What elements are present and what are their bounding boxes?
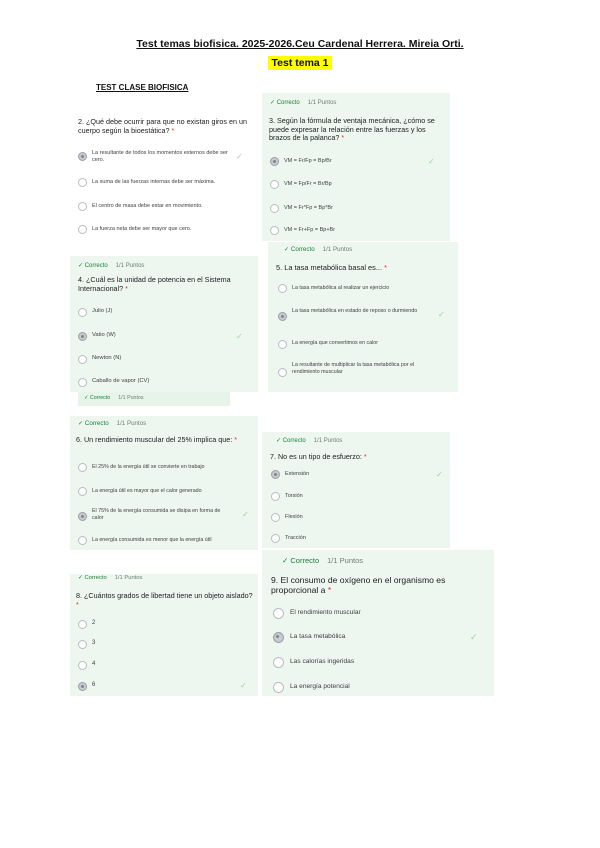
option-label: VM = Fp/Fr = Br/Bp [284,181,332,187]
question-text: 6. Un rendimiento muscular del 25% implica que: * [76,435,238,444]
correct-badge: ✓ Correcto 1/1 Puntos [78,420,147,427]
option-label: El rendimiento muscular [290,609,361,616]
option-label: 4 [92,661,96,667]
option-label: La energía consumida es menor que la energía útil [92,537,212,543]
radio-icon[interactable] [278,284,287,293]
question-text: 2. ¿Qué debe ocurrir para que no existan giros en un cuerpo según la bioestática? * [78,117,248,135]
radio-icon[interactable] [271,513,280,522]
radio-icon[interactable] [78,378,87,387]
question-card-9 [262,550,494,696]
option-label: 6 [92,682,96,688]
radio-icon[interactable] [270,204,279,213]
option-label: La suma de las fuerzas internas debe ser máxima. [92,179,216,185]
radio-icon[interactable] [78,512,87,521]
option-label: Extensión [285,471,310,477]
radio-icon[interactable] [78,463,87,472]
check-icon: ✓ [84,395,90,401]
radio-icon[interactable] [78,682,87,691]
radio-icon[interactable] [78,620,87,629]
correct-badge: ✓ Correcto 1/1 Puntos [284,246,353,253]
check-icon: ✓ [470,632,478,642]
option-label: Torsión [285,493,303,499]
option-label: La energía que convertimos en calor [292,340,378,346]
radio-icon[interactable] [273,657,284,668]
radio-icon[interactable] [270,226,279,235]
check-icon: ✓ [78,575,85,581]
question-card-4 [70,256,258,392]
correct-badge: ✓ Correcto 1/1 Puntos [276,438,343,444]
option-label: Flexión [285,514,303,520]
section-label: TEST CLASE BIOFISICA [96,83,189,92]
check-icon: ✓ [284,246,291,253]
document-subtitle: Test tema 1 [268,56,332,70]
question-card-2 [70,112,258,240]
check-icon: ✓ [270,100,277,106]
option-label: Julio (J) [92,308,113,314]
radio-icon[interactable] [278,312,287,321]
option-label: La resultante de multiplicar la tasa metabólica por el rendimiento muscular [292,362,415,375]
radio-icon[interactable] [273,682,284,693]
option-label: La energía potencial [290,683,350,690]
radio-icon[interactable] [278,368,287,377]
question-text: 3. Según la fórmula de ventaja mecánica, ¿cómo se puede expresar la relación entre las fuerzas y los brazos de la palanca? * [269,116,435,143]
check-icon: ✓ [428,157,435,166]
document-title: Test temas biofisica. 2025-2026.Ceu Cardenal Herrera. Mireia Orti. [136,38,464,50]
radio-icon[interactable] [270,157,279,166]
radio-icon[interactable] [78,536,87,545]
check-icon: ✓ [78,420,85,427]
radio-icon[interactable] [78,355,87,364]
question-card-8 [70,574,258,696]
radio-icon[interactable] [271,534,280,543]
option-label: El 25% de la energía útil se convierte en trabajo [92,464,205,470]
option-label: Newton (N) [92,355,122,361]
option-label: VM = Fr/Fp = Bp/Br [284,158,332,164]
option-label: La fuerza neta debe ser mayor que cero. [92,226,192,232]
question-text: 4. ¿Cuál es la unidad de potencia en el Sistema Internacional? * [78,275,231,293]
radio-icon[interactable] [271,492,280,501]
option-label: 3 [92,640,96,646]
radio-icon[interactable] [273,608,284,619]
option-label: La tasa metabólica [290,633,346,640]
option-label: La tasa metabólica al realizar un ejercicio [292,285,390,291]
question-text: 9. El consumo de oxígeno en el organismo es proporcional a * [271,575,446,596]
check-icon: ✓ [242,510,249,519]
radio-icon[interactable] [78,152,87,161]
radio-icon[interactable] [78,640,87,649]
correct-badge: ✓ Correcto 1/1 Puntos [282,556,363,565]
correct-badge: ✓ Correcto 1/1 Puntos [78,575,143,581]
correct-banner [78,392,230,406]
check-icon: ✓ [276,438,283,444]
check-icon: ✓ [438,310,445,319]
option-label: VM = Fr*Fp = Bp*Br [284,205,333,211]
check-icon: ✓ [236,152,243,161]
question-card-6 [70,416,258,550]
option-label: El 75% de la energía consumida se disipa en forma de calor [92,508,221,521]
question-text: 5. La tasa metabólica basal es... * [276,263,387,272]
radio-icon[interactable] [78,225,87,234]
radio-icon[interactable] [278,340,287,349]
option-label: Tracción [285,535,306,541]
radio-icon[interactable] [78,178,87,187]
radio-icon[interactable] [270,180,279,189]
option-label: Caballo de vapor (CV) [92,378,150,384]
radio-icon[interactable] [78,308,87,317]
check-icon: ✓ [240,681,247,690]
correct-badge: ✓ Correcto 1/1 Puntos [78,263,145,269]
check-icon: ✓ [78,263,85,269]
check-icon: ✓ [282,556,291,565]
option-label: Las calorías ingeridas [290,658,355,665]
radio-icon[interactable] [78,202,87,211]
option-label: El centro de masa debe estar en movimiento. [92,203,203,209]
question-card-3 [262,93,450,241]
option-label: La energía útil es mayor que el calor generado [92,488,202,494]
radio-icon[interactable] [273,632,284,643]
radio-icon[interactable] [78,332,87,341]
radio-icon[interactable] [78,487,87,496]
radio-icon[interactable] [78,661,87,670]
option-label: La resultante de todos los momentos externos debe ser cero. [92,150,228,163]
check-icon: ✓ [236,332,243,341]
option-label: VM = Fr+Fp = Bp+Br [284,227,336,233]
question-text: 8. ¿Cuántos grados de libertad tiene un objeto aislado? * [76,591,253,609]
question-card-5 [268,242,458,392]
option-label: Vatio (W) [92,332,116,338]
question-text: 7. No es un tipo de esfuerzo: * [270,452,367,461]
radio-icon[interactable] [271,470,280,479]
check-icon: ✓ [436,470,443,479]
option-label: 2 [92,620,96,626]
correct-badge: ✓ Correcto 1/1 Puntos [270,100,337,106]
option-label: La tasa metabólica en estado de reposo o durmiendo [292,308,418,314]
question-card-7 [262,432,450,548]
correct-badge: ✓ Correcto 1/1 Puntos [84,395,144,401]
